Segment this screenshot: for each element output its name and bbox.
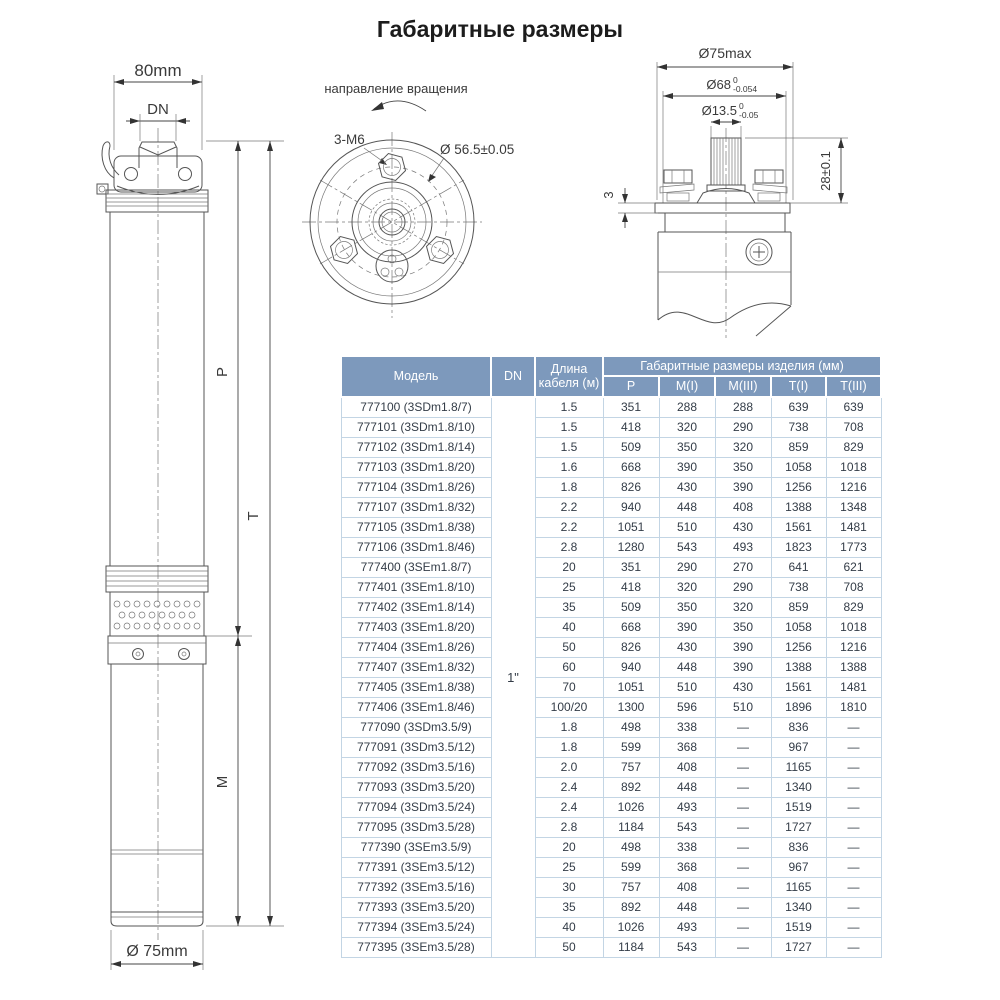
- cell-dim-M(III): 320: [715, 597, 771, 617]
- cell-dim-M(I): 390: [659, 457, 715, 477]
- cell-dim-M(III): 430: [715, 677, 771, 697]
- cell-dim-M(I): 338: [659, 717, 715, 737]
- cell-dim-P: 498: [603, 717, 659, 737]
- cell-model: 777091 (3SDm3.5/12): [341, 737, 491, 757]
- cell-model: 777391 (3SEm3.5/12): [341, 857, 491, 877]
- cell-dim-M(III): —: [715, 737, 771, 757]
- cell-dim-M(III): —: [715, 897, 771, 917]
- table-row: [341, 477, 881, 497]
- table-row: [341, 457, 881, 477]
- cell-dim-P: 892: [603, 897, 659, 917]
- cell-dim-P: 757: [603, 757, 659, 777]
- cell-dim-T(I): 967: [771, 857, 826, 877]
- cell-cable: 1.5: [535, 397, 603, 418]
- cell-dim-M(I): 390: [659, 617, 715, 637]
- cell-dim-M(III): 320: [715, 437, 771, 457]
- cell-cable: 20: [535, 837, 603, 857]
- cell-dim-M(III): 390: [715, 637, 771, 657]
- cell-dim-M(III): 493: [715, 537, 771, 557]
- cell-dim-T(III): 1216: [826, 637, 881, 657]
- cell-dim-M(I): 430: [659, 637, 715, 657]
- cell-dim-T(I): 967: [771, 737, 826, 757]
- cell-dim-T(III): —: [826, 917, 881, 937]
- cell-dim-P: 418: [603, 417, 659, 437]
- cell-dim-T(I): 1165: [771, 877, 826, 897]
- break-line: [658, 303, 791, 323]
- cell-dim-M(I): 493: [659, 917, 715, 937]
- cell-dim-P: 668: [603, 457, 659, 477]
- dim-label-d68-tol-upper: 0: [733, 75, 738, 85]
- cell-dim-T(III): 1810: [826, 697, 881, 717]
- cell-dim-M(III): 510: [715, 697, 771, 717]
- table-row: [341, 837, 881, 857]
- cell-model: 777402 (3SEm1.8/14): [341, 597, 491, 617]
- cell-dim-T(III): —: [826, 797, 881, 817]
- table-row: [341, 437, 881, 457]
- bolt-spec-label: 3-M6: [334, 132, 365, 147]
- cell-dim-M(III): —: [715, 757, 771, 777]
- cell-cable: 2.8: [535, 537, 603, 557]
- page-title: Габаритные размеры: [376, 16, 624, 42]
- cell-dim-M(I): 368: [659, 857, 715, 877]
- cell-model: 777105 (3SDm1.8/38): [341, 517, 491, 537]
- cell-dim-T(III): 708: [826, 577, 881, 597]
- table-row: [341, 497, 881, 517]
- cell-model: 777401 (3SEm1.8/10): [341, 577, 491, 597]
- col-header-tiii: T(III): [826, 376, 881, 396]
- dim-label-d68: Ø68: [706, 77, 731, 92]
- cell-dim-P: 599: [603, 857, 659, 877]
- table-body: [341, 397, 881, 958]
- dim-label-p: P: [214, 366, 231, 378]
- suction-strainer: [110, 592, 204, 636]
- cell-dim-T(I): 1519: [771, 797, 826, 817]
- cell-cable: 100/20: [535, 697, 603, 717]
- cell-cable: 40: [535, 917, 603, 937]
- dimensions-table: [340, 355, 882, 958]
- cell-dim-T(III): —: [826, 937, 881, 957]
- cell-dim-M(I): 543: [659, 937, 715, 957]
- cell-dim-T(III): 639: [826, 397, 881, 418]
- cell-cable: 1.5: [535, 417, 603, 437]
- cell-dim-T(I): 859: [771, 597, 826, 617]
- cell-dim-M(I): 493: [659, 797, 715, 817]
- cell-dim-M(III): —: [715, 857, 771, 877]
- cell-dim-M(I): 448: [659, 777, 715, 797]
- cell-dim-M(I): 408: [659, 877, 715, 897]
- cell-dim-T(III): 1018: [826, 457, 881, 477]
- cell-dim-M(III): 430: [715, 517, 771, 537]
- cell-dim-M(III): 270: [715, 557, 771, 577]
- cell-cable: 70: [535, 677, 603, 697]
- table-row: [341, 757, 881, 777]
- dim-label-d75max: Ø75max: [698, 45, 752, 61]
- cell-dim-M(III): 290: [715, 577, 771, 597]
- cell-dim-P: 1026: [603, 917, 659, 937]
- cell-dim-M(I): 350: [659, 597, 715, 617]
- cell-model: 777107 (3SDm1.8/32): [341, 497, 491, 517]
- cell-dim-T(III): —: [826, 857, 881, 877]
- cell-model: 777392 (3SEm3.5/16): [341, 877, 491, 897]
- cell-dim-M(I): 543: [659, 537, 715, 557]
- cell-dim-M(III): 350: [715, 617, 771, 637]
- cell-cable: 1.8: [535, 737, 603, 757]
- cell-dim-M(III): —: [715, 917, 771, 937]
- cell-cable: 40: [535, 617, 603, 637]
- cell-dim-M(I): 320: [659, 417, 715, 437]
- cell-dim-T(III): 1348: [826, 497, 881, 517]
- cell-cable: 35: [535, 897, 603, 917]
- cell-model: 777090 (3SDm3.5/9): [341, 717, 491, 737]
- cell-dim-M(I): 543: [659, 817, 715, 837]
- cell-dim-P: 1051: [603, 677, 659, 697]
- cell-dim-P: 1026: [603, 797, 659, 817]
- cell-dim-T(III): —: [826, 817, 881, 837]
- cell-dim-M(III): 290: [715, 417, 771, 437]
- table-row: [341, 857, 881, 877]
- cell-dim-T(III): —: [826, 777, 881, 797]
- table-row: [341, 677, 881, 697]
- flange-top-view-drawing: [295, 75, 560, 335]
- cell-dim-M(I): 430: [659, 477, 715, 497]
- cell-dim-M(I): 448: [659, 897, 715, 917]
- cell-dim-M(III): 408: [715, 497, 771, 517]
- cell-dim-T(I): 1519: [771, 917, 826, 937]
- cell-cable: 1.6: [535, 457, 603, 477]
- cell-cable: 50: [535, 637, 603, 657]
- cell-cable: 2.4: [535, 777, 603, 797]
- cell-dim-P: 757: [603, 877, 659, 897]
- cell-dim-M(I): 448: [659, 657, 715, 677]
- cell-dim-M(I): 510: [659, 517, 715, 537]
- dim-label-3: 3: [601, 191, 616, 199]
- cell-model: 777404 (3SEm1.8/26): [341, 637, 491, 657]
- cell-dim-M(I): 290: [659, 557, 715, 577]
- cell-dim-P: 1184: [603, 937, 659, 957]
- dim-label-d75mm: Ø 75mm: [126, 943, 188, 960]
- bolt-circle-dia-label: Ø 56.5±0.05: [440, 142, 515, 157]
- table-row: [341, 397, 881, 418]
- cell-dim-P: 351: [603, 397, 659, 418]
- cell-cable: 2.0: [535, 757, 603, 777]
- table-row: [341, 417, 881, 437]
- cell-dim-M(I): 596: [659, 697, 715, 717]
- dim-label-m: M: [214, 775, 231, 789]
- cell-model: 777394 (3SEm3.5/24): [341, 917, 491, 937]
- cell-cable: 25: [535, 577, 603, 597]
- pump-side-view-drawing: [90, 50, 300, 980]
- table-row: [341, 617, 881, 637]
- cell-dim-M(III): 350: [715, 457, 771, 477]
- dim-label-t: T: [245, 511, 262, 521]
- cell-dim-T(III): —: [826, 877, 881, 897]
- table-row: [341, 897, 881, 917]
- table-row: [341, 637, 881, 657]
- cell-dim-T(I): 1340: [771, 897, 826, 917]
- dim-label-28: 28±0.1: [818, 151, 833, 191]
- cell-model: 777104 (3SDm1.8/26): [341, 477, 491, 497]
- cell-dim-M(III): —: [715, 817, 771, 837]
- cell-model: 777393 (3SEm3.5/20): [341, 897, 491, 917]
- cell-model: 777093 (3SDm3.5/20): [341, 777, 491, 797]
- cell-dim-T(III): 1018: [826, 617, 881, 637]
- table-row: [341, 597, 881, 617]
- cell-dim-M(III): 390: [715, 477, 771, 497]
- cell-dim-P: 826: [603, 477, 659, 497]
- cell-dim-T(I): 641: [771, 557, 826, 577]
- cell-dim-P: 1280: [603, 537, 659, 557]
- cell-dim-T(I): 1388: [771, 657, 826, 677]
- cell-dim-M(I): 368: [659, 737, 715, 757]
- cell-cable: 60: [535, 657, 603, 677]
- cell-model: 777100 (3SDm1.8/7): [341, 397, 491, 418]
- cell-dim-M(I): 350: [659, 437, 715, 457]
- table-row: [341, 517, 881, 537]
- cell-cable: 1.5: [535, 437, 603, 457]
- rotation-direction-label: направление вращения: [324, 81, 468, 96]
- cell-dim-M(III): —: [715, 717, 771, 737]
- cell-dim-T(I): 1165: [771, 757, 826, 777]
- cell-dim-T(I): 1058: [771, 457, 826, 477]
- col-header-model: Модель: [341, 356, 491, 397]
- cell-cable: 30: [535, 877, 603, 897]
- phillips-screw: [746, 239, 772, 265]
- cable-hook: [102, 142, 119, 178]
- cell-dim-T(I): 1823: [771, 537, 826, 557]
- table-row: [341, 917, 881, 937]
- col-header-p: P: [603, 376, 659, 396]
- cell-dim-P: 1184: [603, 817, 659, 837]
- dim-label-d135-tol-upper: 0: [739, 101, 744, 111]
- cell-dn: 1": [491, 397, 535, 958]
- cell-dim-T(I): 1727: [771, 817, 826, 837]
- cell-dim-M(III): 390: [715, 657, 771, 677]
- col-header-miii: M(III): [715, 376, 771, 396]
- cell-dim-P: 418: [603, 577, 659, 597]
- cell-dim-P: 599: [603, 737, 659, 757]
- cell-dim-P: 668: [603, 617, 659, 637]
- cell-dim-P: 351: [603, 557, 659, 577]
- cell-cable: 2.8: [535, 817, 603, 837]
- cell-model: 777103 (3SDm1.8/20): [341, 457, 491, 477]
- stud-bolt: [753, 170, 787, 201]
- cell-cable: 2.2: [535, 497, 603, 517]
- table-row: [341, 817, 881, 837]
- col-header-cable: Длина кабеля (м): [535, 356, 603, 397]
- cell-model: 777406 (3SEm1.8/46): [341, 697, 491, 717]
- cell-model: 777092 (3SDm3.5/16): [341, 757, 491, 777]
- cell-dim-T(III): 1773: [826, 537, 881, 557]
- cell-dim-T(I): 836: [771, 717, 826, 737]
- cell-dim-P: 892: [603, 777, 659, 797]
- cell-model: 777095 (3SDm3.5/28): [341, 817, 491, 837]
- cell-dim-T(I): 1340: [771, 777, 826, 797]
- table-row: [341, 797, 881, 817]
- table-row: [341, 737, 881, 757]
- cell-dim-T(III): —: [826, 757, 881, 777]
- stud-bolt: [660, 170, 694, 201]
- cell-dim-T(III): 1388: [826, 657, 881, 677]
- cell-dim-T(I): 639: [771, 397, 826, 418]
- cell-model: 777106 (3SDm1.8/46): [341, 537, 491, 557]
- cell-dim-T(III): —: [826, 717, 881, 737]
- cell-dim-T(III): 621: [826, 557, 881, 577]
- cell-cable: 25: [535, 857, 603, 877]
- cell-dim-T(III): 1216: [826, 477, 881, 497]
- cell-cable: 1.8: [535, 717, 603, 737]
- col-header-ti: T(I): [771, 376, 826, 396]
- motor-body: [111, 664, 203, 912]
- cell-model: 777390 (3SEm3.5/9): [341, 837, 491, 857]
- table-row: [341, 877, 881, 897]
- cell-dim-T(I): 836: [771, 837, 826, 857]
- cell-dim-P: 1300: [603, 697, 659, 717]
- cell-cable: 2.4: [535, 797, 603, 817]
- cell-dim-P: 509: [603, 597, 659, 617]
- cell-dim-T(III): —: [826, 897, 881, 917]
- cell-dim-P: 509: [603, 437, 659, 457]
- cell-dim-M(III): —: [715, 837, 771, 857]
- cell-dim-M(I): 338: [659, 837, 715, 857]
- coupling-band: [108, 636, 206, 664]
- cell-cable: 1.8: [535, 477, 603, 497]
- cell-dim-T(I): 1256: [771, 477, 826, 497]
- cell-cable: 50: [535, 937, 603, 957]
- cell-dim-T(I): 738: [771, 577, 826, 597]
- pump-barrel: [110, 212, 204, 566]
- cell-dim-T(III): 1481: [826, 677, 881, 697]
- cell-dim-T(I): 1561: [771, 677, 826, 697]
- cell-dim-M(I): 448: [659, 497, 715, 517]
- table-row: [341, 717, 881, 737]
- shaft-end-view-drawing: [598, 42, 898, 342]
- table-row: [341, 697, 881, 717]
- cell-dim-T(I): 1058: [771, 617, 826, 637]
- cell-dim-M(III): —: [715, 937, 771, 957]
- cell-dim-M(I): 288: [659, 397, 715, 418]
- cell-dim-P: 940: [603, 497, 659, 517]
- cell-dim-M(I): 320: [659, 577, 715, 597]
- cell-model: 777094 (3SDm3.5/24): [341, 797, 491, 817]
- col-header-dims-group: Габаритные размеры изделия (мм): [603, 356, 881, 376]
- dim-label-d135-tol-lower: -0.05: [739, 110, 759, 120]
- cell-model: 777102 (3SDm1.8/14): [341, 437, 491, 457]
- cell-dim-P: 826: [603, 637, 659, 657]
- cell-dim-T(III): —: [826, 837, 881, 857]
- cell-dim-T(I): 1561: [771, 517, 826, 537]
- table-row: [341, 777, 881, 797]
- cell-model: 777400 (3SEm1.8/7): [341, 557, 491, 577]
- cell-model: 777403 (3SEm1.8/20): [341, 617, 491, 637]
- table-row: [341, 557, 881, 577]
- dim-label-80mm: 80mm: [134, 61, 182, 80]
- cell-dim-M(III): 288: [715, 397, 771, 418]
- cell-dim-P: 498: [603, 837, 659, 857]
- dim-label-d68-tol-lower: -0.054: [733, 84, 758, 94]
- cell-dim-T(III): 708: [826, 417, 881, 437]
- cell-dim-P: 1051: [603, 517, 659, 537]
- table-row: [341, 657, 881, 677]
- cell-dim-T(III): —: [826, 737, 881, 757]
- dim-label-dn: DN: [147, 101, 169, 118]
- cell-dim-T(I): 1896: [771, 697, 826, 717]
- cell-dim-M(I): 408: [659, 757, 715, 777]
- cell-dim-M(III): —: [715, 877, 771, 897]
- cell-dim-T(I): 1727: [771, 937, 826, 957]
- table-row: [341, 937, 881, 957]
- cell-cable: 35: [535, 597, 603, 617]
- cell-model: 777101 (3SDm1.8/10): [341, 417, 491, 437]
- cell-dim-T(III): 829: [826, 597, 881, 617]
- cell-dim-T(III): 829: [826, 437, 881, 457]
- cell-dim-T(I): 1388: [771, 497, 826, 517]
- col-header-dn: DN: [491, 356, 535, 397]
- cell-dim-T(I): 738: [771, 417, 826, 437]
- cell-dim-M(III): —: [715, 777, 771, 797]
- cell-cable: 2.2: [535, 517, 603, 537]
- table-row: [341, 577, 881, 597]
- cell-model: 777407 (3SEm1.8/32): [341, 657, 491, 677]
- table-row: [341, 537, 881, 557]
- cell-cable: 20: [535, 557, 603, 577]
- cell-model: 777395 (3SEm3.5/28): [341, 937, 491, 957]
- cell-dim-T(I): 1256: [771, 637, 826, 657]
- cell-dim-T(III): 1481: [826, 517, 881, 537]
- cell-dim-P: 940: [603, 657, 659, 677]
- cell-dim-M(I): 510: [659, 677, 715, 697]
- dim-label-d135: Ø13.5: [701, 103, 737, 118]
- cell-dim-M(III): —: [715, 797, 771, 817]
- cell-dim-T(I): 859: [771, 437, 826, 457]
- col-header-mi: M(I): [659, 376, 715, 396]
- cell-model: 777405 (3SEm1.8/38): [341, 677, 491, 697]
